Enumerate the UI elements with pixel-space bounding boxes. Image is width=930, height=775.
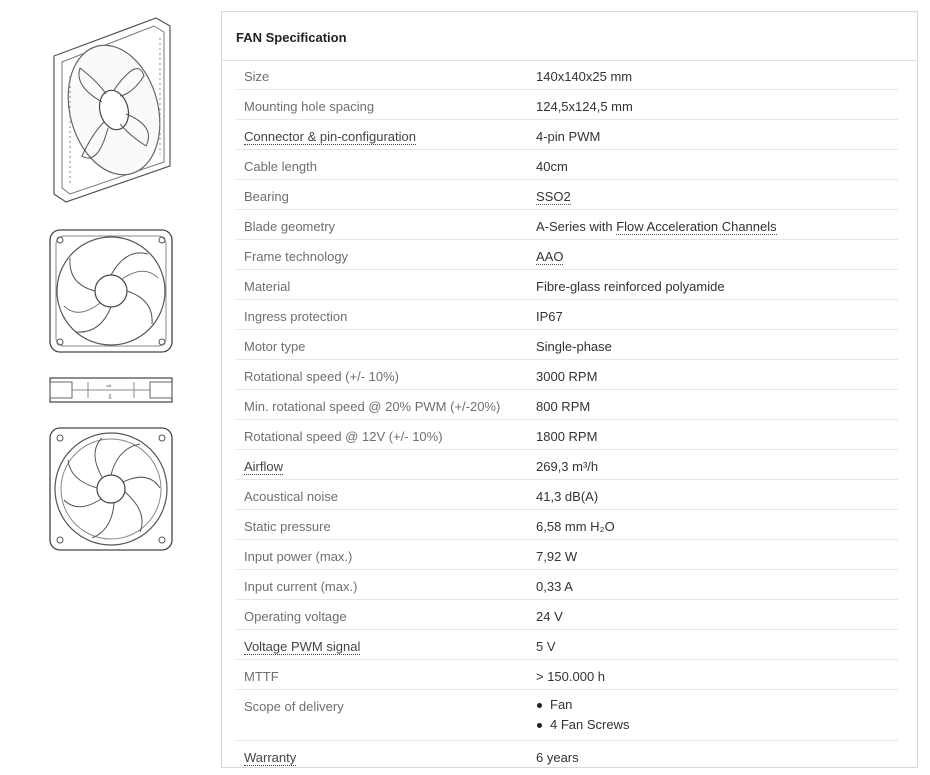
spec-label[interactable] <box>244 639 360 654</box>
spec-value: 0,33 A <box>536 579 573 594</box>
spec-value: 40cm <box>536 159 568 174</box>
spec-value: 6,58 mm H₂O <box>536 519 615 534</box>
spec-row-mttf <box>236 660 898 690</box>
fan-front-image[interactable] <box>48 228 174 354</box>
spec-value: 24 V <box>536 609 563 624</box>
spec-row-rotational-speed-12v <box>236 420 898 450</box>
spec-label: Static pressure <box>244 519 331 534</box>
spec-value: 269,3 m³/h <box>536 459 599 474</box>
spec-label[interactable] <box>244 750 296 765</box>
spec-row-static-pressure <box>236 510 898 540</box>
fan-specification-panel <box>221 11 918 768</box>
spec-label: Rotational speed @ 12V (+/- 10%) <box>244 429 443 444</box>
spec-label: Min. rotational speed @ 20% PWM (+/-20%) <box>244 399 501 414</box>
spec-label: Size <box>244 69 270 84</box>
delivery-list <box>536 698 629 738</box>
spec-label: Motor type <box>244 339 306 354</box>
spec-row-airflow <box>236 450 898 480</box>
spec-value <box>536 249 563 264</box>
list-item: 4 Fan Screws <box>536 718 629 738</box>
spec-row-operating-voltage <box>236 600 898 630</box>
spec-title: FAN Specification <box>236 30 347 45</box>
spec-value: 5 V <box>536 639 556 654</box>
spec-value <box>536 219 777 234</box>
spec-row-scope-of-delivery <box>236 690 898 741</box>
spec-row-input-power <box>236 540 898 570</box>
spec-label: Mounting hole spacing <box>244 99 375 114</box>
fan-back-image[interactable] <box>48 426 174 552</box>
spec-label: Frame technology <box>244 249 349 264</box>
spec-value: 7,92 W <box>536 549 578 564</box>
spec-row-rotational-speed <box>236 360 898 390</box>
connector-info-link[interactable]: Connector & pin-configuration <box>244 129 416 144</box>
fan-isometric-image[interactable] <box>48 16 174 204</box>
spec-value: IP67 <box>536 309 563 324</box>
spec-row-acoustical-noise <box>236 480 898 510</box>
warranty-info-link[interactable]: Warranty <box>244 750 297 765</box>
spec-label: MTTF <box>244 669 279 684</box>
spec-label: Cable length <box>244 159 317 174</box>
spec-row-bearing <box>236 180 898 210</box>
spec-value <box>536 189 571 204</box>
spec-label: Acoustical noise <box>244 489 338 504</box>
spec-row-material <box>236 270 898 300</box>
spec-value: 800 RPM <box>536 399 591 414</box>
spec-label: Blade geometry <box>244 219 336 234</box>
spec-value: 6 years <box>536 750 579 765</box>
spec-label: Operating voltage <box>244 609 347 624</box>
spec-row-blade-geometry <box>236 210 898 240</box>
spec-value: > 150.000 h <box>536 669 606 684</box>
aao-info-link[interactable]: AAO <box>536 249 564 264</box>
spec-value: 124,5x124,5 mm <box>536 99 633 114</box>
spec-value: 1800 RPM <box>536 429 598 444</box>
spec-label: Scope of delivery <box>244 699 344 714</box>
spec-row-input-current <box>236 570 898 600</box>
spec-row-cable-length <box>236 150 898 180</box>
spec-label: Bearing <box>244 189 289 204</box>
spec-label: Rotational speed (+/- 10%) <box>244 369 400 384</box>
spec-label[interactable] <box>244 129 416 144</box>
spec-label[interactable] <box>244 459 283 474</box>
spec-row-warranty <box>236 741 898 771</box>
spec-label: Input power (max.) <box>244 549 353 564</box>
spec-row-connector <box>236 120 898 150</box>
spec-table <box>236 60 898 771</box>
airflow-info-link[interactable]: Airflow <box>244 459 284 474</box>
spec-value <box>536 698 629 738</box>
svg-text:⇩: ⇩ <box>107 393 113 401</box>
spec-value: Single-phase <box>536 339 612 354</box>
spec-value: 140x140x25 mm <box>536 69 633 84</box>
spec-label: Ingress protection <box>244 309 348 324</box>
spec-value: 3000 RPM <box>536 369 598 384</box>
spec-row-size <box>236 60 898 90</box>
spec-row-min-rotational-speed <box>236 390 898 420</box>
spec-label: Input current (max.) <box>244 579 358 594</box>
fan-side-image[interactable] <box>48 376 174 406</box>
spec-row-ingress-protection <box>236 300 898 330</box>
spec-row-frame-technology <box>236 240 898 270</box>
bearing-info-link[interactable]: SSO2 <box>536 189 571 204</box>
spec-row-motor-type <box>236 330 898 360</box>
spec-label: Material <box>244 279 291 294</box>
blade-geometry-prefix: A-Series with <box>536 219 617 234</box>
spec-row-voltage-pwm-signal <box>236 630 898 660</box>
svg-text:⇨: ⇨ <box>106 382 112 390</box>
spec-row-mounting-hole-spacing <box>236 90 898 120</box>
spec-value: 41,3 dB(A) <box>536 489 599 504</box>
spec-value: 4-pin PWM <box>536 129 601 144</box>
pwm-signal-info-link[interactable]: Voltage PWM signal <box>244 639 361 654</box>
flow-acceleration-channels-link[interactable]: Flow Acceleration Channels <box>616 219 777 234</box>
spec-value: Fibre-glass reinforced polyamide <box>536 279 725 294</box>
list-item: Fan <box>536 698 629 718</box>
